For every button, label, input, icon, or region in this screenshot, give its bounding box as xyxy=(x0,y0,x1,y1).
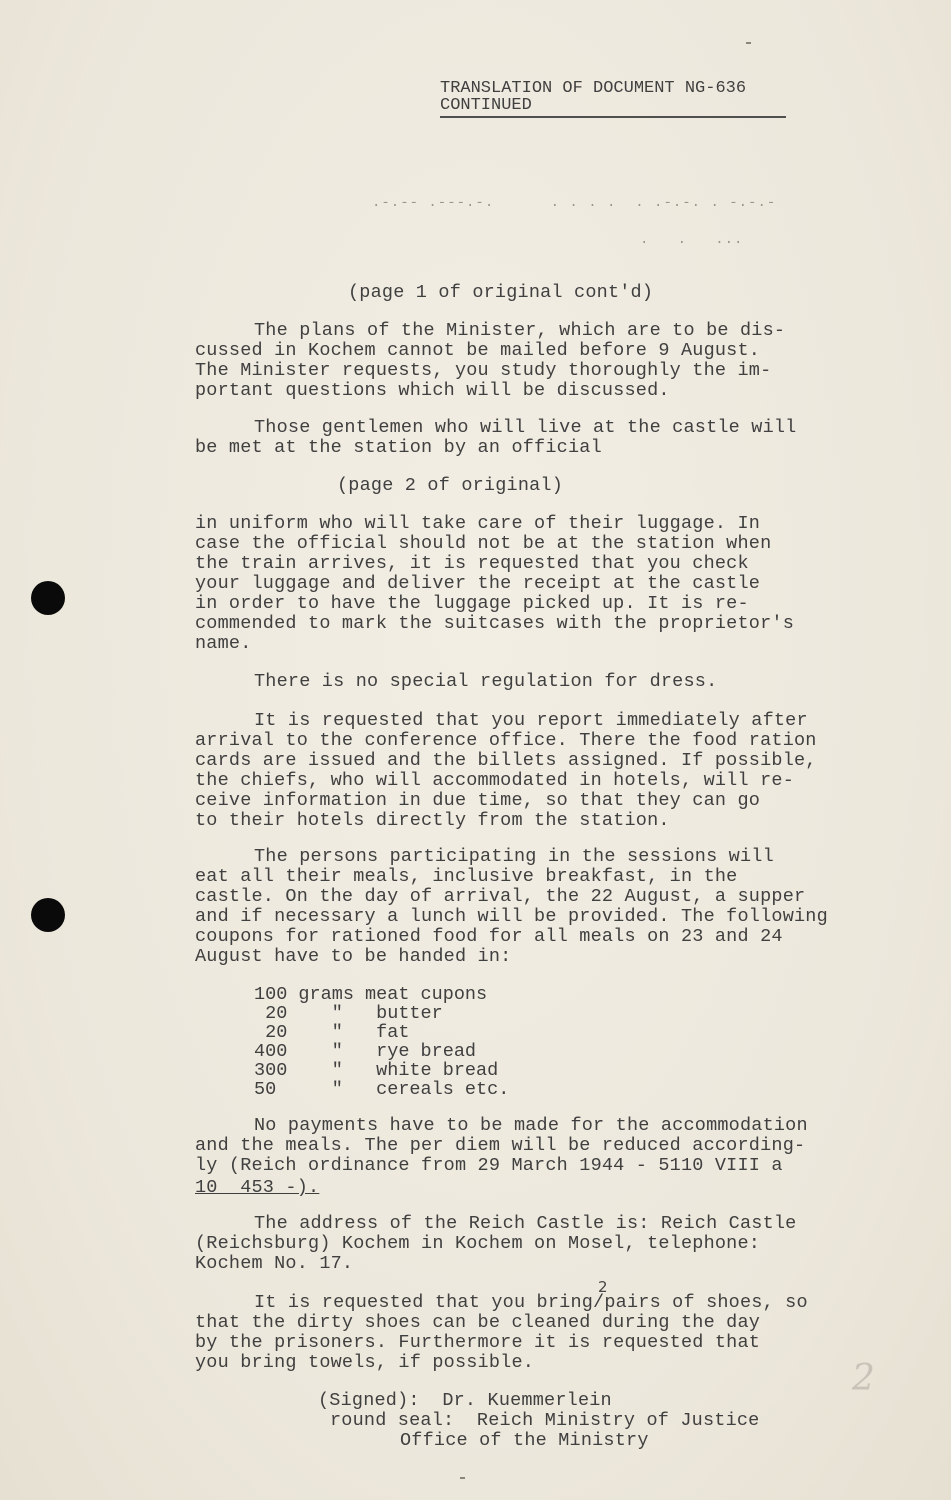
paragraph-7-line-1: No payments have to be made for the accommodation xyxy=(254,1115,808,1136)
paragraph-8-line-1: The address of the Reich Castle is: Reich Castle xyxy=(254,1213,797,1234)
paragraph-3-line-7: name. xyxy=(195,633,252,654)
handwritten-insertion: 2 xyxy=(598,1278,608,1296)
punch-hole-top xyxy=(31,581,65,615)
paragraph-5-line-4: the chiefs, who will accommodated in hotels, will re- xyxy=(195,770,794,791)
header-line-1: TRANSLATION OF DOCUMENT NG-636 xyxy=(440,79,747,98)
paragraph-5-line-2: arrival to the conference office. There the food ration xyxy=(195,730,817,751)
paragraph-5-line-5: ceive information in due time, so that they can go xyxy=(195,790,761,811)
paragraph-9-line-4: you bring towels, if possible. xyxy=(195,1352,535,1373)
paragraph-3-line-4: your luggage and deliver the receipt at the castle xyxy=(195,573,761,594)
paragraph-1-line-4: portant questions which will be discussed. xyxy=(195,380,670,401)
paragraph-5-line-1: It is requested that you report immediately after xyxy=(254,710,808,731)
pencil-page-mark: 2 xyxy=(852,1358,875,1399)
paragraph-7-line-4: 10 453 -). xyxy=(195,1177,320,1198)
paragraph-4: There is no special regulation for dress. xyxy=(254,671,718,692)
paragraph-9-line-2: that the dirty shoes can be cleaned during the day xyxy=(195,1312,761,1333)
paragraph-8-line-2: (Reichsburg) Kochem in Kochem on Mosel, telephone: xyxy=(195,1233,761,1254)
margin-mark xyxy=(460,1477,465,1479)
paragraph-3-line-1: in uniform who will take care of their luggage. In xyxy=(195,513,761,534)
faded-text-row-1: .-.-- .---.-. . . . . . .-.-. . -.-.- xyxy=(372,195,777,211)
paragraph-1-line-1: The plans of the Minister, which are to be dis- xyxy=(254,320,786,341)
paragraph-3-line-5: in order to have the luggage picked up. It is re- xyxy=(195,593,749,614)
paragraph-6-line-5: coupons for rationed food for all meals on 23 and 24 xyxy=(195,926,783,947)
ration-list-row: 50 " cereals etc. xyxy=(254,1079,510,1100)
ration-list-row: 300 " white bread xyxy=(254,1060,499,1081)
ration-list-row: 100 grams meat cupons xyxy=(254,984,488,1005)
margin-mark xyxy=(746,42,751,44)
paragraph-1-line-2: cussed in Kochem cannot be mailed before 9 August. xyxy=(195,340,761,361)
page-marker-1: (page 1 of original cont'd) xyxy=(348,282,654,303)
paragraph-6-line-4: and if necessary a lunch will be provided. The following xyxy=(195,906,828,927)
paragraph-3-line-3: the train arrives, it is requested that you check xyxy=(195,553,749,574)
paragraph-5-line-3: cards are issued and the billets assigned. If possible, xyxy=(195,750,817,771)
paragraph-2-line-2: be met at the station by an official xyxy=(195,437,602,458)
ration-list-row: 400 " rye bread xyxy=(254,1041,477,1062)
signature-line-2: round seal: Reich Ministry of Justice xyxy=(330,1410,760,1431)
page-marker-2: (page 2 of original) xyxy=(337,475,564,496)
faded-text-row-2: . . ... xyxy=(640,232,744,248)
paragraph-2-line-1: Those gentlemen who will live at the castle will xyxy=(254,417,797,438)
ration-list-row: 20 " butter xyxy=(254,1003,443,1024)
header-line-2: CONTINUED xyxy=(440,96,532,115)
document-header xyxy=(440,80,786,118)
paragraph-7-line-3: ly (Reich ordinance from 29 March 1944 - 5110 VIII a xyxy=(195,1155,783,1176)
paragraph-7-line-2: and the meals. The per diem will be reduced according- xyxy=(195,1135,806,1156)
paragraph-8-line-3: Kochem No. 17. xyxy=(195,1253,354,1274)
paragraph-6-line-6: August have to be handed in: xyxy=(195,946,512,967)
paragraph-6-line-1: The persons participating in the sessions will xyxy=(254,846,774,867)
paragraph-3-line-2: case the official should not be at the station when xyxy=(195,533,772,554)
paragraph-9-line-3: by the prisoners. Furthermore it is requested that xyxy=(195,1332,761,1353)
signature-line-3: Office of the Ministry xyxy=(400,1430,649,1451)
paragraph-3-line-6: commended to mark the suitcases with the proprietor's xyxy=(195,613,794,634)
ration-list-row: 20 " fat xyxy=(254,1022,410,1043)
punch-hole-bottom xyxy=(31,898,65,932)
paragraph-5-line-6: to their hotels directly from the station. xyxy=(195,810,670,831)
paragraph-6-line-2: eat all their meals, inclusive breakfast, in the xyxy=(195,866,738,887)
paragraph-6-line-3: castle. On the day of arrival, the 22 August, a supper xyxy=(195,886,806,907)
paragraph-9-line-1: It is requested that you bring/pairs of shoes, so xyxy=(254,1292,808,1313)
signature-line-1: (Signed): Dr. Kuemmerlein xyxy=(318,1390,612,1411)
paragraph-1-line-3: The Minister requests, you study thoroughly the im- xyxy=(195,360,772,381)
